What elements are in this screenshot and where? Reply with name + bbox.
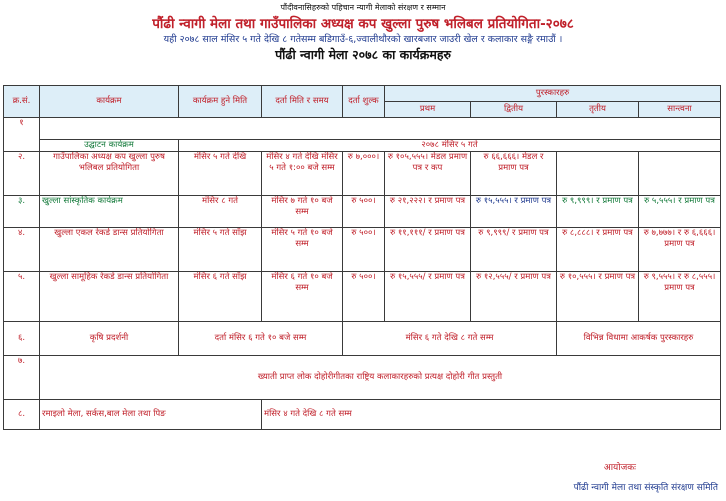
col-fee: दर्ता शुल्क (343, 86, 385, 118)
row-fee: रु ५००। (343, 228, 385, 272)
row-program: खुल्ला सामूहिक रेकर्ड डान्स प्रतियोगिता (40, 272, 179, 322)
row-first: रु ११,१११/ र प्रमाण पत्र (385, 228, 471, 272)
row-sn: ४. (4, 228, 40, 272)
row-date: मंसिर ६ गते साँझ (179, 272, 262, 322)
row-fee: रु ५००। (343, 272, 385, 322)
row-text: मंसिर ४ गते देखि ८ गते सम्म (262, 400, 721, 430)
document-title: पौंढी न्वागी मेला तथा गाउँपालिका अध्यक्ष कप खुल्ला पुरुष भलिबल प्रतियोगिता-२०७८ (152, 16, 574, 32)
organizer-label: आयोजकः (603, 463, 636, 473)
row-first: रु २१,२२२। र प्रमाण पत्र (385, 196, 471, 228)
col-program: कार्यक्रम (40, 86, 179, 118)
row-program: रमाइलो मेला, सर्कस,बाल मेला तथा पिङ (40, 400, 262, 430)
row-span: २०७८ मंसिर ५ गते (179, 140, 721, 152)
row-sn: ७. (4, 356, 40, 400)
row-second: रु १२,५५५/ र प्रमाण पत्र (471, 272, 557, 322)
row-second: रु ६६,६६६। मेडल र प्रमाण पत्र (471, 152, 557, 196)
row-third: रु १०,५५५। र प्रमाण पत्र (557, 272, 639, 322)
row-deadline: मंसिर ६ गते १० बजे सम्म (262, 272, 343, 322)
organizer-name: पौंढी न्वागी मेला तथा संस्कृति संरक्षण समिति (573, 483, 718, 493)
row-third: रु ९,९९९। र प्रमाण पत्र (557, 196, 639, 228)
row-sn: ८. (4, 400, 40, 430)
col-first: प्रथम (385, 102, 471, 118)
col-consolation: सान्त्वना (639, 102, 721, 118)
table-row (4, 196, 721, 228)
row-sn: ५. (4, 272, 40, 322)
subtitle-line: पौंदीवनासिहरुको पहिचान न्यागी मेलाको संरक्षण र सम्मान (280, 3, 446, 12)
row-sn: ३. (4, 196, 40, 228)
row-second: रु १५,५५५। र प्रमाण पत्र (471, 196, 557, 228)
row-date: मंसिर ५ गते साँझ (179, 228, 262, 272)
table-row (4, 140, 721, 152)
table-row (4, 228, 721, 272)
row-prizes: विभिन्न विधामा आकर्षक पुरस्कारहरु (557, 322, 721, 356)
col-third: तृतीय (557, 102, 639, 118)
row-consolation: रु ७,७७७। र रु ६,६६६। प्रमाण पत्र (639, 228, 721, 272)
row-sn: १ (4, 118, 40, 152)
col-sn: क्र.सं. (4, 86, 40, 118)
row-sn: २. (4, 152, 40, 196)
col-deadline: दर्ता मिति र समय (262, 86, 343, 118)
row-fee: रु ५००। (343, 196, 385, 228)
row-program: उद्घाटन कार्यक्रम (40, 140, 179, 152)
col-second: द्वितीय (471, 102, 557, 118)
program-table (3, 85, 721, 430)
row-deadline: मंसिर ७ गते १० बजे सम्म (262, 196, 343, 228)
table-row (4, 152, 721, 196)
row-program: खुल्ला सांस्कृतिक कार्यक्रम (40, 196, 179, 228)
row-second: रु ९,९९९/ र प्रमाण पत्र (471, 228, 557, 272)
table-row (4, 118, 721, 140)
row-consolation: रु ५,५५५। र प्रमाण पत्र (639, 196, 721, 228)
event-info: यही २०७८ साल मंसिर ५ गते देखि ८ गतेसम्म बडिगाउँ-६,ज्वालीथौरको खारबजार जाउरी खेल र कलाकार सङ्गै रमाउौं । (163, 34, 563, 45)
row-program: कृषि प्रदर्शनी (40, 322, 179, 356)
row-program: खुल्ला एकल रेकर्ड डान्स प्रतियोगिता (40, 228, 179, 272)
table-row (4, 400, 721, 430)
table-row (4, 322, 721, 356)
schedule-heading: पौंढी न्वागी मेला २०७८ का कार्यक्रमहरु (275, 47, 451, 62)
table-row (4, 356, 721, 400)
row-first: रु १५,५५५/ र प्रमाण पत्र (385, 272, 471, 322)
row-deadline: मंसिर ४ गते देखि मंसिर ५ गते १:०० बजे सम्म (262, 152, 343, 196)
row-dates: मंसिर ६ गते देखि ८ गते सम्म (343, 322, 557, 356)
col-date: कार्यक्रम हुने मिति (179, 86, 262, 118)
row-program: गाउँपालिका अध्यक्ष कप खुल्ला पुरुष भलिबल प्रतियोगिता (40, 152, 179, 196)
table-row (4, 272, 721, 322)
row-registration: दर्ता मंसिर ६ गते १० बजे सम्म (179, 322, 343, 356)
row-consolation: रु ९,५५५। र रु ८,५५५। प्रमाण पत्र (639, 272, 721, 322)
row-first: रु १०५,५५५। मेडल प्रमाण पत्र र कप (385, 152, 471, 196)
row-fee: रु ७,०००। (343, 152, 385, 196)
row-third: रु ८,८८८। र प्रमाण पत्र (557, 228, 639, 272)
row-text: ख्याती प्राप्त लोक दोहोरीगीतका राष्ट्रिय कलाकारहरुको प्रत्यक्ष दोहोरी गीत प्रस्तुती (40, 356, 721, 400)
row-date: मंसिर ५ गते देखि (179, 152, 262, 196)
row-third (557, 152, 639, 196)
col-prize: पुरस्कारहरु (385, 86, 721, 102)
row-deadline: मंसिर ५ गते १० बजे सम्म (262, 228, 343, 272)
row-date: मंसिर ८ गते (179, 196, 262, 228)
row-sn: ६. (4, 322, 40, 356)
row-consolation (639, 152, 721, 196)
